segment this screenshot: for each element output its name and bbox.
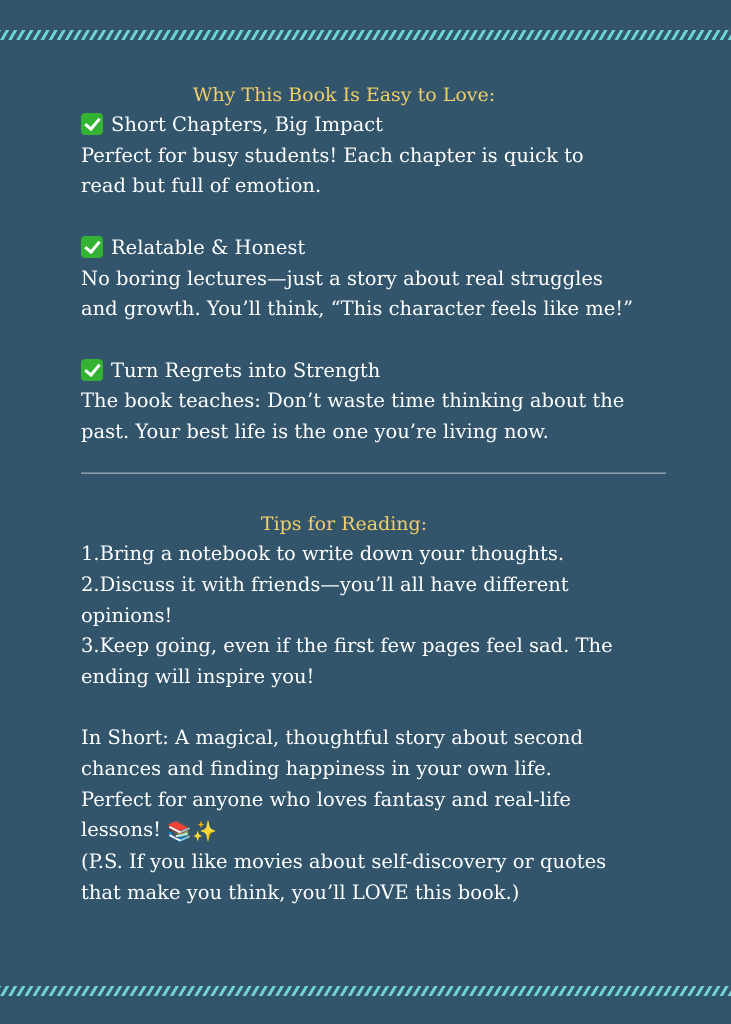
feature-item (81, 356, 671, 448)
feature-text: and growth. You’ll think, “This character feels like me!” (81, 297, 634, 321)
check-mark-icon (81, 359, 103, 381)
feature-title: Turn Regrets into Strength (111, 358, 381, 382)
summary-line: chances and finding happiness in your own life. (81, 757, 552, 780)
feature-item (81, 233, 671, 325)
check-mark-icon (81, 236, 103, 258)
summary-line: Perfect for anyone who loves fantasy and real-life (81, 787, 571, 811)
feature-title-row (81, 233, 671, 264)
feature-title-row (81, 356, 671, 387)
top-stripe-border (0, 30, 731, 40)
tip-line: 3.Keep going, even if the first few pages feel sad. The (81, 634, 613, 658)
section-heading-tips: Tips for Reading: (260, 513, 428, 536)
bottom-stripe-border (0, 986, 731, 996)
section-heading-why: Why This Book Is Easy to Love: (192, 84, 496, 106)
feature-title: Short Chapters, Big Impact (111, 113, 384, 136)
ps-line: (P.S. If you like movies about self-discovery or quotes (81, 850, 607, 874)
divider-line: ____________________________________________________________ (81, 450, 666, 474)
content-area (81, 80, 671, 909)
tip-line: 1.Bring a notebook to write down your thoughts. (81, 542, 565, 566)
feature-text: The book teaches: Don’t waste time thinking about the (81, 389, 625, 413)
sparkles-icon: ✨ (192, 819, 217, 844)
summary-line-with-emoji (81, 815, 671, 847)
feature-title: Relatable & Honest (111, 235, 306, 259)
check-mark-icon (81, 113, 103, 135)
books-icon: 📚 (167, 819, 193, 844)
feature-text: No boring lectures—just a story about real struggles (81, 266, 603, 290)
feature-text: Perfect for busy students! Each chapter is quick to (81, 143, 584, 167)
summary-line: In Short: A magical, thoughtful story about second (81, 726, 583, 750)
summary-line: lessons! (81, 818, 161, 842)
feature-text: past. Your best life is the one you’re living now. (81, 420, 549, 443)
tip-line: ending will inspire you! (81, 664, 315, 688)
tip-line: opinions! (81, 603, 173, 627)
feature-item (81, 110, 671, 202)
tip-line: 2.Discuss it with friends—you’ll all have different (81, 572, 569, 596)
ps-line: that make you think, you’ll LOVE this book.) (81, 880, 520, 904)
feature-text: read but full of emotion. (81, 174, 322, 198)
feature-title-row (81, 110, 671, 141)
